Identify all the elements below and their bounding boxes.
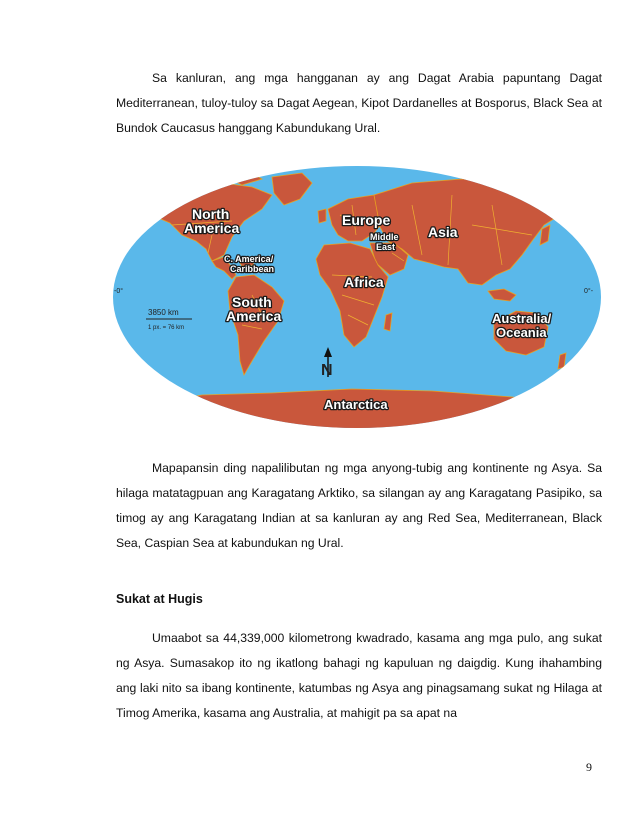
paragraph-size-and-shape: Umaabot sa 44,339,000 kilometrong kwadrado, kasama ang mga pulo, ang sukat ng Asya. Sumasakop ito ng ikatlong bahagi ng kapuluan ng daigdig. Kung ihahambing ang laki nito sa ibang kontinente, katumbas ng Asya ang pinagsamang sukat ng Hilaga at Timog Amerika, kasama ang Australia, at mahigit pa sa apat na — [116, 631, 602, 720]
label-asia: Asia — [428, 224, 458, 240]
label-south-america-2: America — [226, 308, 282, 324]
world-map — [112, 165, 602, 430]
uk-landmass — [318, 209, 326, 223]
label-central-america-2: Caribbean — [230, 264, 275, 274]
label-south-america-1: South — [232, 294, 272, 310]
label-europe: Europe — [342, 212, 391, 228]
world-map-figure — [112, 165, 602, 430]
label-australia-1: Australia/ — [492, 311, 552, 326]
label-middle-east-1: Middle — [370, 232, 399, 242]
label-antarctica: Antarctica — [324, 397, 388, 412]
scale-px-label: 1 px. = 76 km — [148, 325, 185, 331]
left-degree-label: -0° — [114, 288, 124, 295]
label-north-america-2: America — [184, 220, 240, 236]
svg-text:N: N — [321, 362, 333, 379]
label-middle-east-2: East — [376, 242, 396, 252]
section-heading: Sukat at Hugis — [116, 592, 203, 606]
label-north-america-1: North — [192, 206, 230, 222]
right-degree-label: 0°- — [584, 288, 594, 295]
page-number: 9 — [586, 760, 592, 774]
paragraph-western-boundaries: Sa kanluran, ang mga hangganan ay ang Dagat Arabia papuntang Dagat Mediterranean, tuloy-tuloy sa Dagat Aegean, Kipot Dardanelles at Bosporus, Black Sea at Bundok Caucasus hanggang Kabundukang Ural. — [116, 71, 602, 135]
label-central-america-1: C. America/ — [224, 254, 274, 264]
paragraph-bodies-of-water: Mapapansin ding napalilibutan ng mga anyong-tubig ang kontinente ng Asya. Sa hilaga matatagpuan ang Karagatang Arktiko, sa silangan ay ang Karagatang Pasipiko, sa timog ay ang Karagatang Indian at sa kanluran ay ang Red Sea, Mediterranean, Black Sea, Caspian Sea at kabundukan ng Ural. — [116, 461, 602, 550]
label-australia-2: Oceania — [496, 325, 547, 340]
scale-km-label: 3850 km — [148, 308, 179, 317]
label-africa: Africa — [344, 274, 384, 290]
